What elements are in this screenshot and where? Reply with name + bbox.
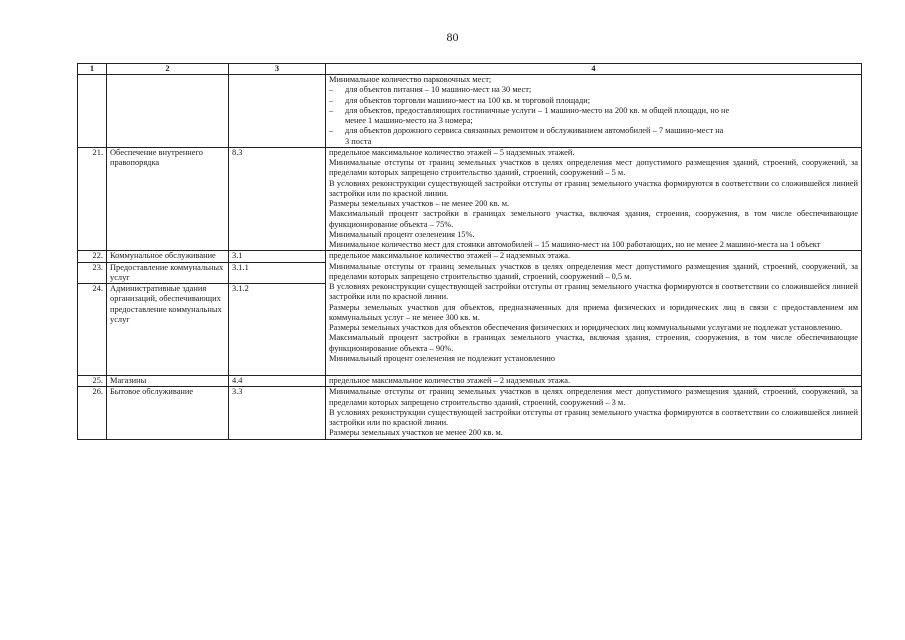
regulation-text <box>326 387 862 439</box>
table-row <box>78 376 862 387</box>
paragraph: Максимальный процент застройки в границах земельного участка, включая здания, строения, сооружения, в том числе обеспечивающие функционирование объекта – 90%. <box>329 333 858 353</box>
paragraph: предельное максимальное количество этажей – 5 надземных этажей. <box>329 147 575 157</box>
paragraph: Размеры земельных участков – не менее 200 кв. м. <box>329 199 510 208</box>
use-type-code: 3.1.1 <box>229 262 326 284</box>
use-type-name: Магазины <box>107 376 229 387</box>
use-type-name: Бытовое обслуживание <box>107 387 229 439</box>
paragraph: Размеры земельных участков для объектов обеспечения физических и юридических лиц коммунальными услугами не подлежат установлению. <box>329 323 843 332</box>
paragraph: В условиях реконструкции существующей застройки отступы от границ земельного участка формируются в соответствии со сложившейся линией застройки или по красной линии. <box>329 282 858 302</box>
use-type-code: 3.1 <box>229 251 326 262</box>
use-type-name: Предоставление коммунальных услуг <box>107 262 229 284</box>
regulation-text <box>326 147 862 251</box>
table-header-row <box>78 64 862 75</box>
list-item-continuation: менее 1 машино-место на 3 номера; <box>345 116 473 125</box>
row-number: 24. <box>78 284 107 376</box>
row-number: 22. <box>78 251 107 262</box>
paragraph: Минимальные отступы от границ земельных участков в целях определения мест допустимого размещения зданий, строений, сооружений, за пределами которых запрещено строительство зданий, строений, сооружений – 3 м. <box>329 387 858 407</box>
table-row <box>78 251 862 262</box>
list-item: – для объектов, предоставляющих гостиничные услуги – 1 машино-место на 200 кв. м общей площади, но не <box>329 105 730 115</box>
row-number: 25. <box>78 376 107 387</box>
table-row <box>78 387 862 439</box>
use-type-code: 3.3 <box>229 387 326 439</box>
paragraph: Минимальные отступы от границ земельных участков в целях определения мест допустимого размещения зданий, строений, сооружений, за пределами которых запрещено строительство зданий, строений, сооружений – 5 м. <box>329 158 858 178</box>
row-number: 26. <box>78 387 107 439</box>
paragraph: В условиях реконструкции существующей застройки отступы от границ земельного участка формируются в соответствии со сложившейся линией застройки или по красной линии. <box>329 407 858 427</box>
regulation-text <box>326 251 862 376</box>
paragraph: Минимальные отступы от границ земельных участков в целях определения мест допустимого размещения зданий, строений, сооружений, за пределами которых запрещено строительство зданий, строений, сооружений – 0,5 м. <box>329 261 858 281</box>
dash-bullet-icon: – <box>329 105 334 115</box>
paragraph: Размеры земельных участков для объектов, предназначенных для приема физических и юридических лиц в связи с предоставлением им коммунальных услуг – не менее 300 кв. м. <box>329 302 858 322</box>
paragraph: Минимальный процент озеленения 15%. <box>329 229 475 239</box>
list-item-continuation: 3 поста <box>345 136 372 146</box>
dash-bullet-icon: – <box>329 85 334 95</box>
paragraph: предельное максимальное количество этажей – 2 надземных этажа. <box>329 251 571 261</box>
paragraph: Максимальный процент застройки в границах земельного участка, включая здания, строения, сооружения, в том числе обеспечивающие функционирование объекта – 75%. <box>329 209 858 229</box>
row-number: 21. <box>78 147 107 251</box>
column-header: 2 <box>107 64 229 75</box>
dash-bullet-icon: – <box>329 95 334 105</box>
page-number: 80 <box>446 30 459 44</box>
column-header: 1 <box>78 64 107 75</box>
paragraph: Размеры земельных участков не менее 200 кв. м. <box>329 428 503 438</box>
use-type-code: 4.4 <box>229 376 326 387</box>
column-header: 4 <box>326 64 862 75</box>
paragraph: Минимальное количество мест для стоянки автомобилей – 15 машино-мест на 100 работающих, но не менее 2 машино-места на 1 объект <box>329 240 821 249</box>
parking-requirements <box>326 75 862 148</box>
column-header: 3 <box>229 64 326 75</box>
use-type-code: 8.3 <box>229 147 326 251</box>
paragraph: В условиях реконструкции существующей застройки отступы от границ земельного участка формируются в соответствии со сложившейся линией застройки или по красной линии. <box>329 178 858 198</box>
regulations-table <box>77 63 862 440</box>
parking-intro: Минимальное количество парковочных мест; <box>329 75 492 84</box>
use-type-code: 3.1.2 <box>229 284 326 376</box>
use-type-name: Административные здания организаций, обеспечивающих предоставление коммунальных услуг <box>107 284 229 376</box>
use-type-name: Коммунальное обслуживание <box>107 251 229 262</box>
use-type-name: Обеспечение внутреннего правопорядка <box>107 147 229 251</box>
list-item: – для объектов торговли машино-мест на 100 кв. м торговой площади; <box>329 95 591 105</box>
list-item: – для объектов питания – 10 машино-мест на 30 мест; <box>329 85 532 95</box>
list-item: – для объектов дорожного сервиса связанных ремонтом и обслуживанием автомобилей – 7 машино-мест на <box>329 126 724 136</box>
row-number: 23. <box>78 262 107 284</box>
regulation-text: предельное максимальное количество этажей – 2 надземных этажа. <box>326 376 862 387</box>
dash-bullet-icon: – <box>329 126 334 136</box>
table-row <box>78 147 862 251</box>
paragraph: Минимальный процент озеленения не подлежит установлению <box>329 353 556 363</box>
table-row <box>78 75 862 148</box>
